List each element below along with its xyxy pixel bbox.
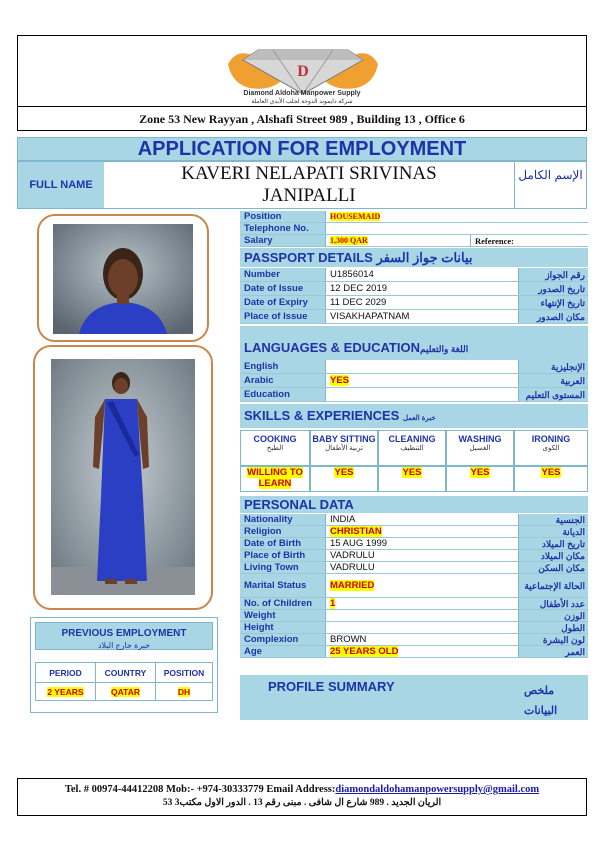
personal-row-label-ar: الجنسية <box>518 514 588 525</box>
telephone-row <box>240 223 588 235</box>
svg-text:D: D <box>297 63 309 80</box>
personal-row <box>240 622 588 634</box>
language-row <box>240 388 588 402</box>
skills-grid <box>240 430 588 494</box>
skill-value: WILLING TO LEARN <box>247 467 303 489</box>
language-row-value: YES <box>330 375 350 386</box>
personal-title: PERSONAL DATA <box>244 497 354 512</box>
skill-name: WASHING <box>458 434 502 444</box>
personal-row-label-ar: الطول <box>518 622 588 633</box>
skills-section-header <box>240 404 588 428</box>
personal-row-label: Height <box>240 622 326 633</box>
passport-row <box>240 282 588 296</box>
passport-row-label: Place of Issue <box>240 310 326 323</box>
passport-row <box>240 296 588 310</box>
skill-name-ar: الكوى <box>542 445 560 452</box>
personal-row <box>240 550 588 562</box>
passport-row-label-ar: رقم الجواز <box>518 268 588 281</box>
personal-row-label: Marital Status <box>240 574 326 597</box>
personal-row-label-ar: الديانة <box>518 526 588 537</box>
skill-name: COOKING <box>253 434 297 444</box>
language-row-label-ar: المستوى التعليم <box>518 388 588 401</box>
passport-title-ar: بيانات جواز السفر <box>376 250 473 265</box>
previous-employment-header <box>35 622 213 650</box>
footer-address-ar: 53 الريان الجديد . 989 شارع ال شافى . مبنى رقم 13 . الدور الاول مكتب3 <box>162 798 442 808</box>
skills-title-ar: خبرة العمل <box>402 415 436 422</box>
personal-row-label-ar: تاريخ الميلاد <box>518 538 588 549</box>
skill-header <box>514 430 588 466</box>
personal-row-label: Complexion <box>240 634 326 645</box>
skill-name: CLEANING <box>388 434 436 444</box>
personal-row-value: INDIA <box>330 514 356 525</box>
skills-title: SKILLS & EXPERIENCES <box>244 408 400 423</box>
skill-value: YES <box>541 467 561 478</box>
skill-header <box>378 430 446 466</box>
language-row <box>240 360 588 374</box>
passport-section-header <box>240 248 588 267</box>
passport-row-label: Number <box>240 268 326 281</box>
languages-title: LANGUAGES & EDUCATION <box>244 340 420 355</box>
col-country: COUNTRY <box>96 663 156 683</box>
position-value: HOUSEMAID <box>330 212 381 221</box>
personal-row-label-ar: مكان الميلاد <box>518 550 588 561</box>
prev-position: DH <box>177 686 191 697</box>
previous-employment-title: PREVIOUS EMPLOYMENT <box>61 628 187 639</box>
personal-row-value: VADRULU <box>330 550 375 561</box>
full-name-line1: KAVERI NELAPATI SRIVINAS <box>181 163 437 184</box>
footer-contact-line <box>18 784 586 795</box>
skill-name-ar: تربية الأطفال <box>325 445 363 452</box>
languages-section-header <box>240 326 588 360</box>
personal-row-label: Place of Birth <box>240 550 326 561</box>
languages-title-ar: اللغة والتعليم <box>419 344 469 354</box>
salary-row <box>240 235 588 247</box>
skill-value: YES <box>470 467 490 478</box>
passport-row-value: U1856014 <box>330 269 374 280</box>
personal-section-header <box>240 496 588 513</box>
personal-row-label: Date of Birth <box>240 538 326 549</box>
personal-row-label-ar: العمر <box>518 646 588 657</box>
footer-email-link[interactable]: diamondaldohamanpowersupply@gmail.com <box>335 784 540 795</box>
passport-title: PASSPORT DETAILS <box>244 250 373 265</box>
full-body-photo <box>35 347 211 608</box>
skill-value-cell <box>446 466 514 492</box>
personal-row-label-ar: الحالة الإجتماعية <box>518 574 588 597</box>
skill-name-ar: الغسيل <box>469 445 491 452</box>
passport-row-label: Date of Expiry <box>240 296 326 309</box>
previous-employment-table <box>35 662 213 701</box>
passport-row-value: 11 DEC 2029 <box>330 297 387 308</box>
skill-value: YES <box>402 467 422 478</box>
personal-row <box>240 610 588 622</box>
footer <box>17 778 587 816</box>
personal-row-label-ar: لون البشرة <box>518 634 588 645</box>
skill-name-ar: الطبخ <box>266 445 284 452</box>
full-name-row <box>17 161 587 209</box>
personal-row-value: MARRIED <box>330 580 375 591</box>
profile-summary-title-ar: ملخص البيانات <box>524 685 558 717</box>
passport-row-label-ar: تاريخ الصدور <box>518 282 588 295</box>
skill-value-cell <box>378 466 446 492</box>
personal-row <box>240 646 588 658</box>
portrait-photo-frame <box>37 214 209 342</box>
personal-row-label: Weight <box>240 610 326 621</box>
skill-value-cell <box>310 466 378 492</box>
profile-summary-bar <box>240 675 588 720</box>
language-row <box>240 374 588 388</box>
personal-row-value: CHRISTIAN <box>330 526 382 537</box>
skill-value-cell <box>514 466 588 492</box>
footer-contact: Tel. # 00974-44412208 Mob:- +974-30333779 Email Address: <box>64 784 336 795</box>
skill-name: IRONING <box>531 434 571 444</box>
personal-row <box>240 598 588 610</box>
passport-row-label-ar: تاريخ الإنتهاء <box>518 296 588 309</box>
salary-value: 1,300 QAR <box>330 236 368 245</box>
personal-row-label: Living Town <box>240 562 326 573</box>
language-row-label-ar: العربية <box>518 374 588 387</box>
personal-row <box>240 526 588 538</box>
personal-row-label: Nationality <box>240 514 326 525</box>
company-name-ar: شركة دايموند الدوحة لجلب الأيدي العاملة <box>251 99 353 105</box>
passport-row-label: Date of Issue <box>240 282 326 295</box>
skill-name: BABY SITTING <box>312 434 376 444</box>
personal-row-value: 25 YEARS OLD <box>330 646 399 657</box>
prev-country: QATAR <box>111 686 140 697</box>
personal-row <box>240 514 588 526</box>
personal-row-label-ar: مكان السكن <box>518 562 588 573</box>
personal-row-label: Religion <box>240 526 326 537</box>
full-name-value <box>104 162 514 208</box>
personal-row-label: Age <box>240 646 326 657</box>
company-address: Zone 53 New Rayyan , Alshafi Street 989 , Building 13 , Office 6 <box>18 106 586 132</box>
portrait-photo <box>39 216 207 340</box>
personal-row-value: BROWN <box>330 634 367 645</box>
salary-label: Salary <box>240 235 326 246</box>
full-name-label: FULL NAME <box>18 162 104 208</box>
passport-row-value: 12 DEC 2019 <box>330 283 388 294</box>
personal-row-value: 1 <box>330 598 336 609</box>
language-row-label: English <box>240 360 326 373</box>
personal-row-label-ar: الوزن <box>518 610 588 621</box>
language-row-label: Arabic <box>240 374 326 387</box>
full-name-line2: JANIPALLI <box>262 185 356 206</box>
language-row-label-ar: الإنجليزية <box>518 360 588 373</box>
col-period: PERIOD <box>36 663 96 683</box>
personal-row-label: No. of Children <box>240 598 326 609</box>
personal-row <box>240 562 588 574</box>
personal-row <box>240 634 588 646</box>
personal-row <box>240 574 588 598</box>
skill-value: YES <box>334 467 354 478</box>
position-row <box>240 211 588 223</box>
col-position: POSITION <box>156 663 213 683</box>
passport-row-label-ar: مكان الصدور <box>518 310 588 323</box>
skill-header <box>446 430 514 466</box>
previous-employment-title-ar: خبرة خارج البلاد <box>97 641 151 650</box>
personal-row <box>240 538 588 550</box>
letterhead <box>17 35 587 131</box>
passport-row-value: VISAKHAPATNAM <box>330 311 410 322</box>
prev-period: 2 YEARS <box>47 686 84 697</box>
passport-row <box>240 310 588 324</box>
company-name-en: Diamond Aldoha Manpower Supply <box>243 90 361 97</box>
personal-row-value: 15 AUG 1999 <box>330 538 388 549</box>
language-row-label: Education <box>240 388 326 401</box>
reference-label: Reference: <box>470 235 514 247</box>
personal-row-value: VADRULU <box>330 562 375 573</box>
previous-employment-box <box>30 617 218 713</box>
page-title: APPLICATION FOR EMPLOYMENT <box>17 137 587 161</box>
skill-name-ar: التنظيف <box>400 445 424 452</box>
skill-header <box>240 430 310 466</box>
skill-value-cell <box>240 466 310 492</box>
passport-row <box>240 268 588 282</box>
position-label: Position <box>240 211 326 222</box>
skill-header <box>310 430 378 466</box>
full-name-label-ar: الإسم الكامل <box>514 162 586 208</box>
profile-summary-title: PROFILE SUMMARY <box>268 679 395 694</box>
telephone-label: Telephone No. <box>240 223 326 234</box>
personal-row-label-ar: عدد الأطفال <box>518 598 588 609</box>
full-body-photo-frame <box>33 345 213 610</box>
